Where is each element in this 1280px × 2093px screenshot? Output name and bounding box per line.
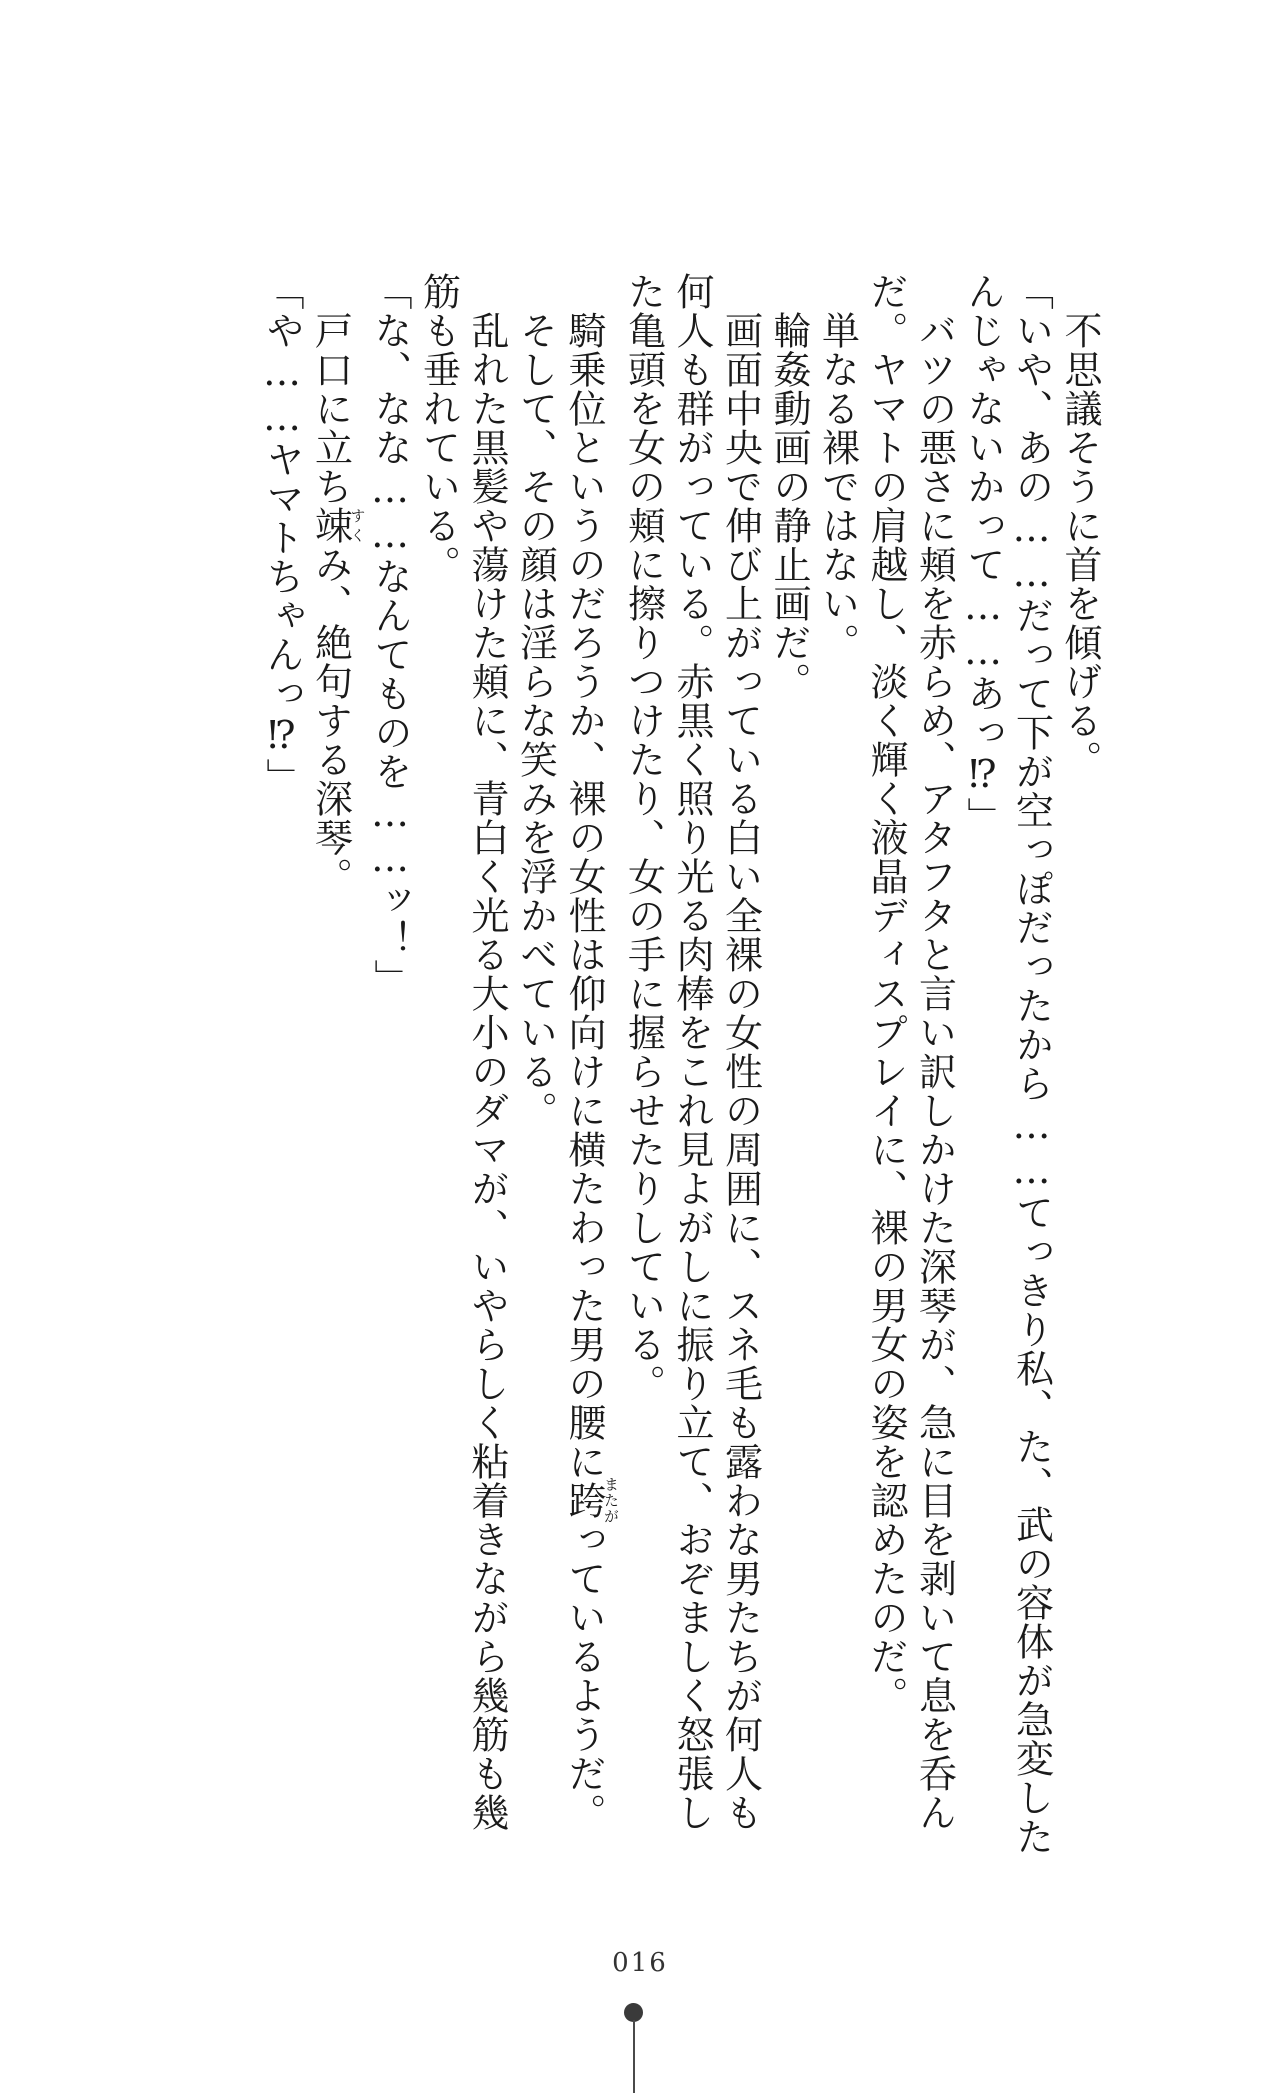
text-line: 単なる裸ではない。 xyxy=(815,272,860,662)
page-number: 016 xyxy=(612,1948,668,1978)
ruby-reading: すく xyxy=(348,506,367,545)
text-line: 「な、なな……なんてものを……ッ！」 xyxy=(368,272,412,998)
text-line: 筋も垂れている。 xyxy=(416,272,461,584)
text-segment: 騎乗位というのだろうか、裸の女性は仰向けに横たわった男の腰に xyxy=(562,272,606,1481)
text-line-with-ruby xyxy=(560,272,620,1832)
text-line: 輪姦動画の静止画だ。 xyxy=(767,272,811,701)
text-line: 乱れた黒髪や蕩けた頬に、青白く光る大小のダマが、いやらしく粘着きながら幾筋も幾 xyxy=(465,272,509,1832)
ruby-straddle xyxy=(562,1476,620,1525)
text-line: 不思議そうに首を傾げる。 xyxy=(1058,272,1102,779)
ruby-reading: またが xyxy=(602,1476,620,1525)
text-segment: っているようだ。 xyxy=(562,1520,606,1832)
text-segment: み、絶句する深琴。 xyxy=(308,545,353,896)
text-segment: 戸口に立ち xyxy=(308,272,353,506)
text-line: た亀頭を女の頬に擦りつけたり、女の手に握らせたりしている。 xyxy=(621,272,666,1403)
text-line: 画面中央で伸び上がっている白い全裸の女性の周囲に、スネ毛も露わな男たちが何人も xyxy=(718,272,763,1832)
text-line: 「いや、あの……だって下が空っぽだったから……てっきり私、た、武の容体が急変した xyxy=(1009,272,1054,1856)
body-text xyxy=(258,272,1105,1856)
text-line: そして、その顔は淫らな笑みを浮かべている。 xyxy=(513,272,558,1130)
text-line: 何人も群がっている。赤黒く照り光る肉棒をこれ見よがしに振り立て、おぞましく怒張し xyxy=(670,272,714,1832)
text-line: んじゃないかって……あっ⁉」 xyxy=(961,272,1005,836)
page-marker-line xyxy=(633,2020,635,2093)
ruby-freeze xyxy=(308,506,367,545)
text-line: だ。ヤマトの肩越し、淡く輝く液晶ディスプレイに、裸の男女の姿を認めたのだ。 xyxy=(864,272,908,1715)
text-line: 「や……ヤマトちゃんっ⁉」 xyxy=(260,272,304,797)
ruby-base: 跨 xyxy=(562,1476,606,1525)
text-line: バツの悪さに頬を赤らめ、アタフタと言い訳しかけた深琴が、急に目を剥いて息を呑ん xyxy=(912,272,957,1832)
text-line-with-ruby xyxy=(306,272,366,1732)
ruby-base: 竦 xyxy=(308,506,353,545)
